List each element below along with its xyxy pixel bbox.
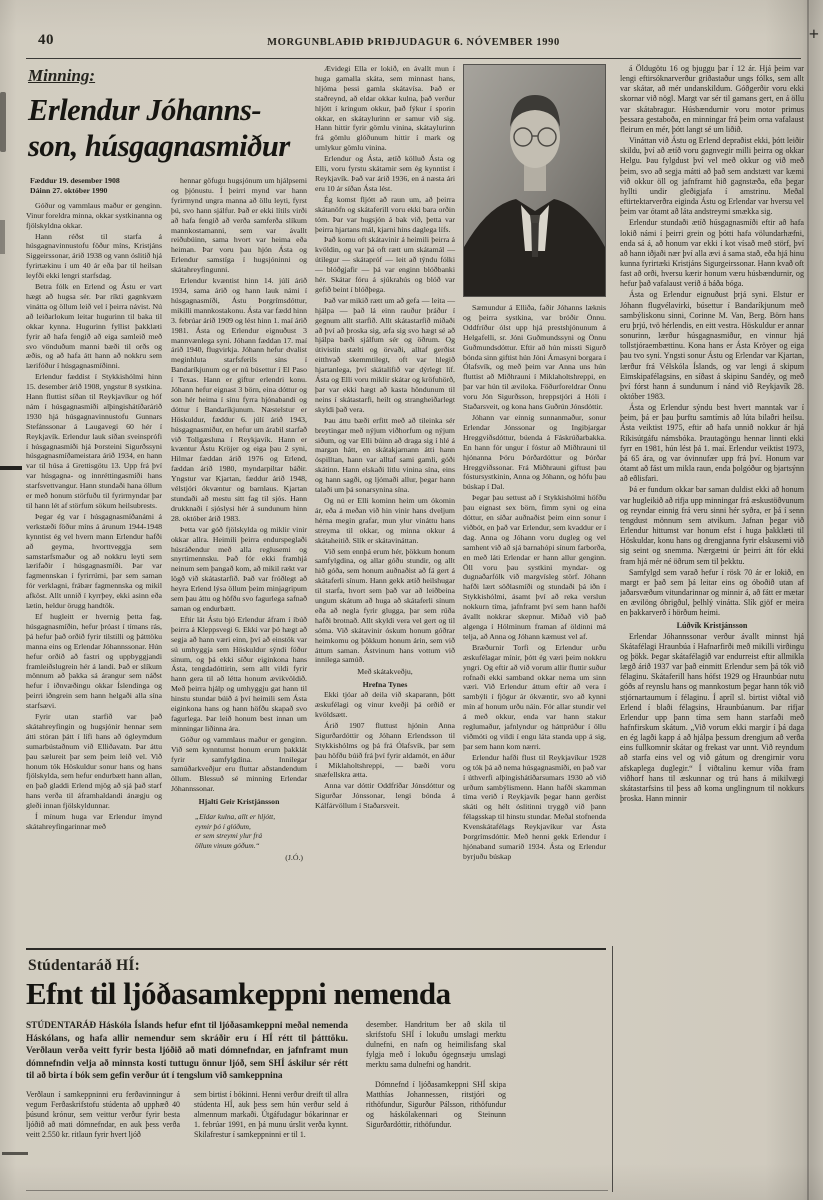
column-4-text: Sæmundur á Elliða, faðir Jóhanns læknis og þeirra systkina, var bróðir Önnu. Oddfríður ólst upp hjá prestshjónunum á Helgafelli, sr. Jóni Guðmundssyni og Önnu Guðmundsdóttur. Eftir að hún missti Sigurð bónda sinn giftist hún Jóni Árnasyni borgara í Ólafsvík, og með þeim var Anna uns hún fluttist að Miðhrauni í Miklaholtshreppi, en þar var hún til æviloka. Föðurforeldrar Önnu voru Jón Sigurðsson, hreppstjóri á Hóli í Staðarsveit, og kona hans Guðrún Jónsdóttir. Jóhann var einnig sunnanmaður, sonur Erlendar Jónssonar og Ingibjargar Hreggviðsdóttur, búenda á Fáskrúðarbakka. En hann fór ungur í fóstur að Miðhrauni til hjónanna Þóru Þórðardóttur og Þórðar Hreggviðssonar. Frá Miðhrauni giftust þau fóstursystkinin, Anna og Jóhann, og hófu þau búskap í Dal. Þegar þau settust að í Stykkishólmi höfðu þau eignast sex börn, fimm syni og eina dóttur, en síðar auðnaðist þeim einn sonur í viðbót, en það var Erlendur, sem kvaddur er í dag. Anna og Jóhann voru dugleg og vel samhent við að sjá barnahópi sínum farborða, en með láti Erlendar er hann allur genginn. Öll voru þau systkini myndar- og dugnaðarfólk við margvísleg störf. Jóhann hafði lært söðlasmíði og stundaði þá iðn í Stykkishólmi, ásamt því að reka verslun nokkurn tíma, jafnframt því sem hann hafði ávallt nokkrar skepnur. Miðað við það algenga í Hólminum framan af öldinni má telja, að Anna og Jóhann kæmust vel af. Bræðurnir Torfi og Erlendur urðu æskufélagar mínir, þótt ég væri þeim nokkru yngri. Og eftir að við vorum allir fluttir suður rofnaði ekki samband okkar nema um sinn væri. Við Erlendur áttum eftir að vera í sambýli í fjögur ár ókvæntir, svo að kynni mín af honum urðu náin. Fór allar stundir vel á með okkur, enda var hann stakur reglumaður, jafnlyndur og háttprúður í öllu viðmóti og vildi í engu láta standa upp á sig, þar sem hann kom nærri. Erlendur hafði flust til Reykjavíkur 1928 og tók þá að nema húsgagnasmíði, en það var í úthverfi alþingishátíðarsumars 1930 að við urðum sambýlismenn. Hann hafði skamman tíma verið í Reykjavík þegar hann gerðist skáti og hélt óslitinni tryggð við þann félagsskap til hinstu stundar. Meðal stofnenda Kvenskátafélags Reykjavíkur var Ásta Þorgrímsdóttir. Með henni gekk Erlendur í hjónaband sumarið 1934. Ásta og Erlendur byrjuðu búskap [463, 303, 606, 861]
column-1-text: Góður og vammlaus maður er genginn. Vinur foreldra minna, okkar systkinanna og fjölskyldna okkar. Hann réðst til starfa á húsgagnavinnustofu föður míns, Kristjáns Siggeirssonar, árið 1938 og vann óslitið hjá fyrirtækinu í um 40 ár eða þar til heilsan leyfði ekki lengri starfsdag. Betra fólk en Erlend og Ástu er vart hægt að hugsa sér. Þar ríkti gagnkvæm vinátta og öllum leið vel í þeirra návist. Nú að leiðarlokum leitar hugurinn til baka til okkar kynna. Hugurinn fyllist þakklæti fyrir að hafa fengið að eiga samleið með svo vönduðum manni bæði til orðs og æðis, og að hafa átt hann að nokkru sem lærifóður í húsgagnasmíðinni. Erlendur fæddist í Stykkishólmi hinn 15. desember árið 1908, yngstur 8 systkina. Hann fluttist síðan til Reykjavíkur og hóf nám í húsgagnasmíði alþingishátíðarárið 1930 hjá húsgagnavinnustofu Gunnars Stefánssonar á Laugavegi 60 hér í Reykjavík. Erlendur lauk síðan sveinsprófi í húsgagnasmíði hjá Þorsteini Sigurðssyni húsgagnasmíðameistara árið 1934, en hann var til húsa á Grettisgötu 13. Upp frá því var húsgagna- og innréttingasmíði hans starfsvettvangur. Hann stundaði hana öllum er með honum störfuðu til fyrirmyndar þar til hann lét af störfum sökum heilsubrests. Þegar ég var í húsgagnasmíðanámi á verkstæði föður míns á árunum 1944-1948 kynntist ég vel hvern mann Erlendur hafði að geyma, hvorttveggja sem samstarfsmaður og að nokkru leyti sem lærifaðir í húsgagnasmíði. Þar var fagmennskan í fyrirrúmi, þar sem saman fór verklagni, frábær fagmennska og mikil afköst. Allt unnið í kyrrþey, ekki asinn eða lætin, heldur örugg handtök. Ef hugleitt er hvernig þetta fag, húsgagnasmíðin, hefur þróast í tímans rás, þá hefur það orðið fyrir tilstilli og þátttöku manna eins og Erlendar Jóhannssonar. Hún hefur orðið að fastri og uppbyggjandi framleiðslugrein hér á landi. Það er slíkum mönnum að þakka sá árangur sem náðst hefur í iðnvæðingu okkar Íslendinga og þeirri iðngrein sem hann helgaði alla sína starfsævi. Fyrir utan starfið var það skátahreyfingin og hugsjónir hennar sem átti stóran þátt í lífi hans að ógleymdum sumarbústaðnum við Elliðavatn. Þar áttu þau sælureit þar sem þeim leið vel. Við honum tók Höskuldur sonur hans og hans fjölskylda, sem hefur endurbætt hann allan, en það gladdi Erlend mjög að sjá það starf hans verða til áframhaldandi ánægju og gleði innan fjölskyldunnar. Í mínum huga var Erlendur ímynd skátahreyfingarinnar með [26, 200, 162, 831]
announcement-column-1: Verðlaun í samkeppninni eru ferðavinningur á vegum Ferðaskrifstofu stúdenta að upphæð 40 þúsund krónur, sem veittur verður fyrir besta ljóðið að mati dómnefndar, en auk þess verða veitt 2.550 kr. ritlaun fyrir hvert ljóð [26, 1089, 180, 1139]
page-header [26, 30, 801, 59]
column-5-text: á Öldugötu 16 og bjuggu þar í 12 ár. Hjá þeim var lengi eftirsóknarverður griðastaður ungs fólks, sem allt var skátar, að mér undanskildum. Góðgerðir voru ekki skornar við nögl. Margt var sér til gamans gert, en á öllu var skátabragur. Húsbændurnir voru motor primus þessara gestaboða, en minningar frá þeim orna vafalaust fleirum en mér, þótt langt sé um liðið. Vináttan við Ástu og Erlend depraðist ekki, þótt leiðir skildu, því að ætíð voru gagnvegir milli þeirra og okkar Helgu. Þau fylgdust því vel með okkur og við með þeim, svo að segja mátti að það sem andstætt var kæmi við okkur öll og jafnframt hið gagnstæða, eða þegar hyllti undir gleðigjafa í amstrinu. Meðal eftirtektarverðra eiginda Ástu og Erlendar var hversu vel þeim var ótamt að láta andstreymi smækka sig. Erlendur stundaði ætíð húsgagnasmíði eftir að hafa lokið námi í þeirri grein og þótti hafa völundarhæfni, enda sá á, að honum var ekki í kot vísað með störf, því að hann iðjaði nær því alla ævi á sama stað, eða hjá hinu kunna fyrirtæki Kristjáns Sigurgeirssonar. Hann kvað oft fast að orði, hversu kærir honum væru húsbændurnir, og hefur það vafalaust verið á báða bóga. Ásta og Erlendur eignuðust þrjá syni. Elstur er Jóhann flugvélavirki, búsettur í Bandaríkjunum með sambýliskonu sinni, Corinne M. Van, Berg. Börn hans eru þrjú, tvö hérlendis, en eitt vestra. Höskuldur er annar sonurinn, lærður húsgagnasmiður, en vinnur hjá tollstjóraembættinu. Kona hans er Ásta Kröyer og eiga þau tvo syni. Yngsti sonur Ástu og Erlendar var Kjartan, lærður frá Vélskóla Íslands, og var lengi á skipum Eimskipafélagsins, en síðast á skipinu Sandéy, og með því fórst hann á sundunum í nánd við Reykjavík 28. október 1983. Ásta og Erlendur sýndu best hvert manntak var í þeim, þá er þau þurftu samtímis að lúta bilaðri heilsu. Ásta veiktist 1975, eftir að hafa unnið nokkur ár hjá Ríkisútgáfu námsbóka. Þrautagöngu hennar linnti ekki fyrr en 1981, hún lést þá 1. maí. Erlendur veiktist 1973, þá 65 ára, og var óvinnufær upp frá því. Honum var ótamt að fást um mikla raun, enda þolgóður og bjartsýnn að eðlisfari. Þá er fundum okkar bar saman duldist ekki að honum var hugleikið að rifja upp minningar frá æskustöðvunum og reyndar einnig frá veru sinni hér syðra, er þá í senn tengdust mönnum sem atvikum. Jafnan þegar við Erlendur hittumst var honum efst í huga þakklæti til Höskuldar, konu hans og drengjanna fyrir elskusemi við sig seint og snemma. Nærgætni úr þeirri átt fór ekki fram hjá mér né öðrum sem til þekktu. Samfylgd sem varað hefur í rösk 70 ár er lokið, en margt er það sem þá leitar eins og óboðið utan af jaðarsvæðum vitundarinnar og minnir á, að fátt er mætar en ævilöng óbrigðul, þelhlý vinátta. Slík gjöf er meira en þakkarverð í hörðum heimi. [620, 64, 804, 618]
column-3-more-text: Ekki tjóar að deila við skaparann, þótt æskufélagi og vinur kveðji þá orðið er kvöldsætt. Árið 1907 fluttust hjónin Anna Sigurðardóttir og Jóhann Erlendsson til Stykkishólms og þá frá Ólafsvík, þar sem þau höfðu búið frá því fyrir aldamót, en áður í Miklaholtshreppi, — bæði voru snæfellskra ætta. Anna var dóttir Oddfríðar Jónsdóttur og Sigurðar Jónssonar, lengi bónda á Kálfárvöllum í Staðarsveit. [315, 690, 455, 811]
portrait-photo [463, 64, 606, 297]
headline-line-1: Erlendur Jóhanns- [28, 93, 262, 127]
scan-artifact [0, 466, 22, 470]
announcement-column-3-text: desember. Handritum ber að skila til skrifstofu SHÍ í lokuðu umslagi merktu dulnefni, en nafn og heimilisfang skal fylgja með í lokuðu ógegnsæju umslagi merktu sama dulnefni og handrit. [366, 1020, 506, 1069]
column-5-more-text: Erlendar Jóhannssonar verður ávallt minnst hjá Skátafélagi Hraunbúa í Hafnarfirði með mikilli virðingu og þökk. Þegar skátafélagið var endurreist eftir allmikla lægð árið 1937 var það einmitt Erlendur sem þá tók við félaginu. Skátaferill hans hófst 1929 og Hraunbúar nutu góðs af reynslu hans og mannkostum þegar hann tók við stjórnartaumum í félaginu. Í apríl sl. birtist viðtal við Erlend í blaði félagsins, Hraunbúanum. Þar rifjar Erlendur upp þann tíma sem hann starfaði með hafnfirskum skátum. „Við vorum ekki margir í þá daga en ég lagði kapp á að hjálpa þessum drengjum að verða eins fullkomnir skátar og frekast var unnt. Við reyndum að starfa eins vel og við gátum og drengirnir voru afskaplega duglegir.“ Í viðtalinu kemur víða fram viðhorf hans til æskunnar og trú hans á mikilvægi skátastarfsins til þess að koma unglingnum til nokkurs þroska. Hann minnir [620, 631, 804, 804]
crop-mark-icon: + [808, 24, 819, 44]
announcement-column-3 [366, 1020, 506, 1140]
birth-date: Fæddur 19. desember 1908 [30, 176, 120, 185]
announcement-column-2: sem birtist í bókinni. Henni verður dreift til allra stúdenta HÍ, auk þess sem hún verður seld á almennum markaði. Útgáfudagur bókarinnar er 1. febrúar 1991, en þá munu úrslit verða kynnt. Skilafrestur í samkeppninni er til 1. [194, 1089, 348, 1139]
obituary-and-announcement-region [26, 64, 606, 1188]
obituary-title-and-columns [26, 64, 307, 942]
announcement-article [26, 948, 606, 1140]
obituary-headline [28, 92, 307, 164]
scan-artifact [2, 1152, 28, 1155]
obituary-column-4 [463, 64, 606, 942]
death-date: Dáinn 27. október 1990 [30, 185, 108, 195]
obituary-article [26, 64, 606, 942]
announcement-kicker: Stúdentaráð HÍ: [28, 957, 140, 974]
column-2-text: hennar göfugu hugsjónum um hjálpsemi og þjónustu. Í þeirri mynd var hann fyrirmynd ungra manna að öllu leyti, fyrst þú, svo hann sjálfur. Það er ekki lítils virði að hafa fengið að verða samferða slíkum mannkostamanni, sem var ávallt reiðubúinn, sama hvort var heima eða heiman. Þar voru þau hjón Ásta og Erlendur samstíga í hugsjóninni og skátahreyfingunni. Erlendur kvæntist hinn 14. júlí árið 1934, sama árið og hann lauk námi í húsgagnasmíði, Ástu Þorgrímsdóttur, mikilli mannkostakonu. Ásta var fædd hinn 3. febrúar árið 1909 og lést hinn 1. maí árið 1981. Ásta og Erlendur eignuðust 3 mannvænlega syni. Jóhann fæddan 17. maí árið 1940, flugvirkja. Jóhann hefur dvalist meginhluta starfsferils síns í Bandaríkjunum og er nú búsettur í El Paso í Texas. Hann er giftur erlendri konu. Jóhann hefur eignast 3 börn, eina dóttur og son hér heima í sínu fyrra hjónabandi og dóttur í Bandaríkjunum. Næstelstur er Höskuldur, fæddur 6. júlí árið 1943, húsgagnasmiður, en hefur um árabil starfað við Tollgæsluna í Reykjavík. Hann er kvæntur Ástu Kröjer og eiga þau 2 syni, Hilmar fæddan árið 1976 og Erlend, fæddan árið 1980, myndarpiltar báðir. Yngstur var Kjartan, fæddur árið 1948, vélstjóri ókvæntur og barnlaus. Kjartan stundaði að mestu sitt fag til sjós. Hann drukknaði í sjóslysi hér á sundunum hinn 28. október árið 1983. Þetta var góð fjölskylda og miklir vinir okkar allra. Heimili þeirra endurspeglaði húsráðendur með alla reglusemi og snyrtimennsku. Það fór ekki framhjá neinum sem þangað kom, að mikil rækt var lögð við skátastarfið. Það var fróðlegt að heyra Erlend lýsa öllum þeim minjagripum sem þau áttu og höfðu svo fagurlega safnað saman og endurbætt. Eftir lát Ástu bjó Erlendur áfram í íbúð þeirra á Kleppsvegi 6. Ekki var þó hægt að segja að hann væri einn, því að einstök var sú umhyggja sem Höskuldur sýndi föður sínum, og þá ekki síður eiginkona hans Ásta, tengdadóttirin, sem allt vildi fyrir hann gera til að létta honum ævikvöldið. Með þeirra hjálp og umhyggju gat hann til hinstu stundar búið á því heimili sem Ásta eiginkona hans og hann höfðu skapað svo fagurlega. Þar leið honum best innan um minningar liðinna ára. Góður og vammlaus maður er genginn. Við sem kynntumst honum erum þakklát fyrir samfylgdina. Innilegar samúðarkveðjur eru fluttar aðstandendum öllum. Blessuð sé minning Erlendar Jóhannssonar. [171, 176, 307, 794]
obituary-kicker: Minning: [28, 66, 96, 85]
masthead: MORGUNBLAÐIÐ ÞRIÐJUDAGUR 6. NÓVEMBER 1990 [267, 37, 560, 48]
author-signature: Hrefna Tynes [362, 680, 408, 690]
section-divider-vertical [612, 946, 613, 1192]
poem-attribution: (J.Ó.) [285, 853, 303, 863]
announcement-lead: STÚDENTARÁÐ Háskóla Íslands hefur efnt til ljóðasamkeppni meðal nemenda Háskólans, og hafa allir nemendur sem skráðir eru í HÍ rétt til þátttöku. Verðlaun verða veitt fyrir besta ljóðið að mati dómnefndar, en jafnframt mun dómnefndin velja að minnsta kosti tuttugu önnur ljóð, sem SHÍ áskilur sér rétt til að birta í bók sem gefin verður út í tengslum við samkeppnina [26, 1021, 348, 1082]
birth-death-dates [30, 176, 162, 196]
obituary-column-2 [171, 176, 307, 863]
obituary-column-5 [620, 64, 804, 1188]
scan-artifact [0, 92, 6, 152]
scan-artifact [0, 220, 5, 254]
obituary-column-3 [315, 64, 455, 942]
column-3-text: Ævidegi Ella er lokið, en ávallt mun í huga gamalla skáta, sem minnast hans, hljóma þessi gamla skátavísa. Það er staðreynd, að eldar okkar kulna, það verður hljótt í kringum okkur, það fýkur í sporin okkar, en skátaylurinn er samur við sig. Hann hittir fyrir gömlu vinina, skátaylurinn frá gömlu glóðunum hittir í mark og umlykur gömlu vinina. Erlendur og Ásta, ætíð kölluð Ásta og Elli, voru fyrstu skátarnir sem ég kynntist í Reykjavík. Það var árið 1936, en á næsta ári eru 10 ár síðan Ásta lést. Ég komst fljótt að raun um, að þeirra skátanöfn og skátaferill voru ekki bara orðin tóm. Þar var hugsjón á bak við, þetta var þeirra hjartans mál, kjarni hins daglega lífs. Það komu oft skátavinir á heimili þeirra á kvöldin, og var þá oft rætt um skátamál — útilegur — skátapróf — leit að týndu fólki — blóðgjafir — þá var enginn blóðbanki hér. Skátar fóru á sjúkrahús og blóð var gefið beint í blóðþega. Það var mikið rætt um að gefa — leita — hjálpa — það lá einn rauður þráður í gegnum allt starfið. Allt skátastarfið miðaði að því að þroska sig, æfa sig svo hægt sé að hjálpa bæði sjálfum sér og öðrum. Og útivistin stælti og örvaði, alltaf gerðist eitthvað skemmtilegt, oft var hlegið hjartanlega, því skátalífið var dýrlegt líf. Ásta og Elli voru miklir skátar og kröfuhörð, þar var ekki hægt að kasta höndunum til neins í skátastarfi, heilt og strangheiðarlegt skyldi það vera. Þau áttu bæði erfitt með að tileinka sér breytingar með nýjum viðhorfum og nýjum siðum, og var Elli búinn að draga sig í hlé á margan hátt, en skátakjarnann átti hann óspilltan, hann var alltaf sami gamli, góði skátinn. Hann elskaði litlu vinina sína, eins og hann sagði, og ljómaði allur, þegar hann talaði um þá sonarsynina sína. Og nú er Elli kominn heim um ókomin ár, eða á meðan við hin vinir hans dveljum hérna megin grafar, mun ylur vináttu hans streyma til okkar, og minna okkur á skátaheitið. Slík er skátavináttan. Við sem ennþá erum hér, þökkum honum samfylgdina, og allar góðu stundir, og allt hið góða, sem honum auðnaðist að fá gert á skátaferli sínum. Hann gekk ætíð heilshugar til starfa, hvort sem það var að leiðbeina ungum skátum að huga að skátaferli sínum eða að negla fyrir glugga, þar sem rúða hafði brotnað. Allt skyldi vera vel gert og til sóma. Við skátavinir óskum honum góðrar heimkomu og þökkum honum árin, sem við áttum saman. Ástvinum hans vottum við innilega samúð. [315, 64, 455, 665]
page-number: 40 [38, 32, 54, 48]
announcement-headline: Efnt til ljóðasamkeppni nemenda [26, 976, 451, 1011]
section-divider-bottom [26, 1190, 608, 1191]
announcement-jury-text: Dómnefnd í ljóðasamkeppni SHÍ skipa Matthías Johannessen, ritstjóri og rithöfundur, Sigurður Pálsson, rithöfundur og háskólakennari og Steinunn Sigurðardóttir, rithöfundur. [366, 1080, 506, 1129]
author-signature: Hjalti Geir Kristjánsson [198, 797, 280, 807]
headline-line-2: son, húsgagnasmiður [28, 129, 290, 163]
page-fold-line [807, 0, 809, 1200]
obituary-column-1 [26, 176, 162, 863]
author-signature: Lúðvík Kristjánsson [676, 621, 748, 631]
announcement-lead-block [26, 1020, 348, 1140]
page-content [26, 64, 804, 1188]
scout-closing: Með skátakveðju, [357, 667, 413, 677]
memorial-poem: „Eldar kulna, allt er hljótt, eymir þó í glóðum, er sem streymi ylur frá öllum vinum góðum.“ [195, 812, 276, 850]
